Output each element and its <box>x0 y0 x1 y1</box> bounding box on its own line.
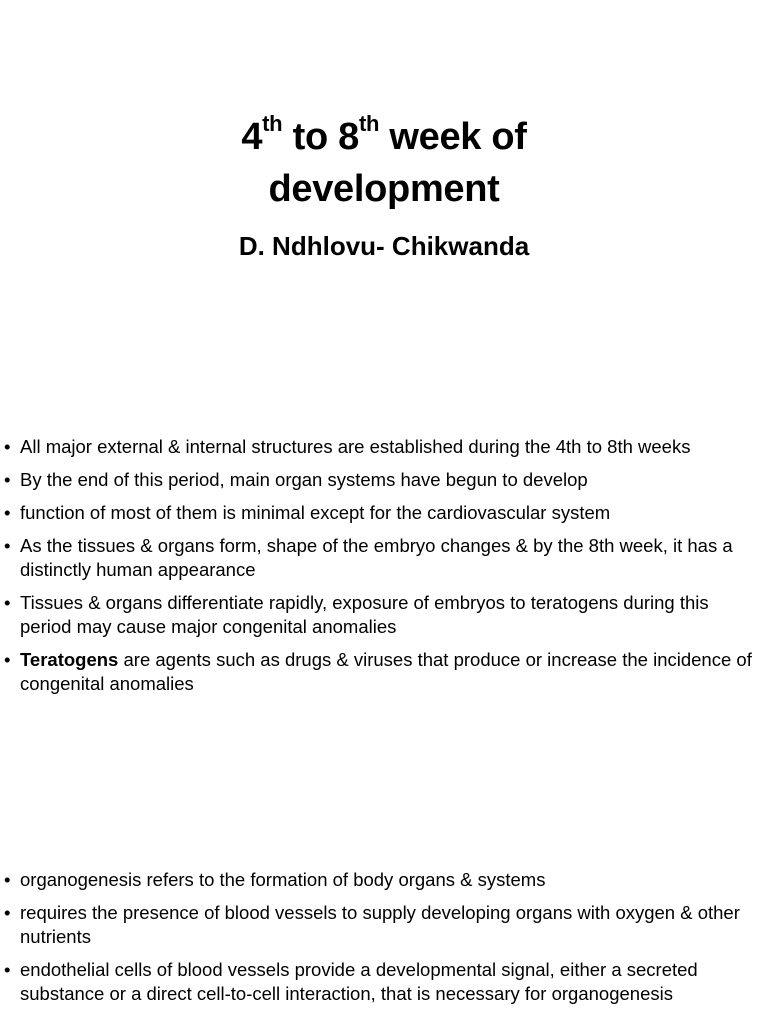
bullet-text: As the tissues & organs form, shape of the embryo changes & by the 8th week, it has a distinctly human appearance <box>20 535 733 580</box>
author-name: D. Ndhlovu- Chikwanda <box>238 231 530 261</box>
list-item <box>0 591 762 639</box>
bullet-text: are agents such as drugs & viruses that produce or increase the incidence of congenital anomalies <box>20 649 752 694</box>
title-number-4: 4 <box>241 116 263 158</box>
bullet-marker: • <box>4 535 11 556</box>
content-slide-1 <box>0 395 768 840</box>
list-item <box>0 901 762 949</box>
list-item <box>0 958 762 1006</box>
bullet-marker: • <box>4 959 11 980</box>
bullet-list <box>0 868 762 1015</box>
bullet-text: Tissues & organs differentiate rapidly, exposure of embryos to teratogens during this period may cause major congenital anomalies <box>20 592 709 637</box>
bullet-text: requires the presence of blood vessels to supply developing organs with oxygen & other nutrients <box>20 902 740 947</box>
bullet-text: All major external & internal structures are established during the 4th to 8th weeks <box>20 436 691 457</box>
list-item <box>0 435 762 459</box>
bullet-list <box>0 435 762 705</box>
bullet-marker: • <box>4 869 11 890</box>
list-item <box>0 501 762 525</box>
bullet-text: By the end of this period, main organ systems have begun to develop <box>20 469 588 490</box>
bullet-marker: • <box>4 469 11 490</box>
teratogens-term: Teratogens <box>20 649 119 670</box>
bullet-marker: • <box>4 502 11 523</box>
title-slide <box>0 0 768 395</box>
list-item <box>0 868 762 892</box>
slide-title-line-2: development <box>268 168 500 210</box>
slide-title-line-1 <box>0 112 768 162</box>
title-text-to-8: to 8 <box>282 116 359 158</box>
content-slide-2 <box>0 840 768 1024</box>
title-superscript-2: th <box>358 111 380 137</box>
bullet-text: function of most of them is minimal except for the cardiovascular system <box>20 502 611 523</box>
bullet-marker: • <box>4 592 11 613</box>
bullet-marker: • <box>4 902 11 923</box>
title-text-week-of: week of <box>379 116 527 158</box>
title-superscript-1: th <box>262 111 283 137</box>
list-item <box>0 534 762 582</box>
bullet-marker: • <box>4 649 11 670</box>
bullet-text: organogenesis refers to the formation of body organs & systems <box>20 869 546 890</box>
bullet-text: endothelial cells of blood vessels provide a developmental signal, either a secreted substance or a direct cell-to-cell interaction, that is necessary for organogenesis <box>20 959 698 1004</box>
bullet-marker: • <box>4 436 11 457</box>
list-item <box>0 648 762 696</box>
list-item <box>0 468 762 492</box>
